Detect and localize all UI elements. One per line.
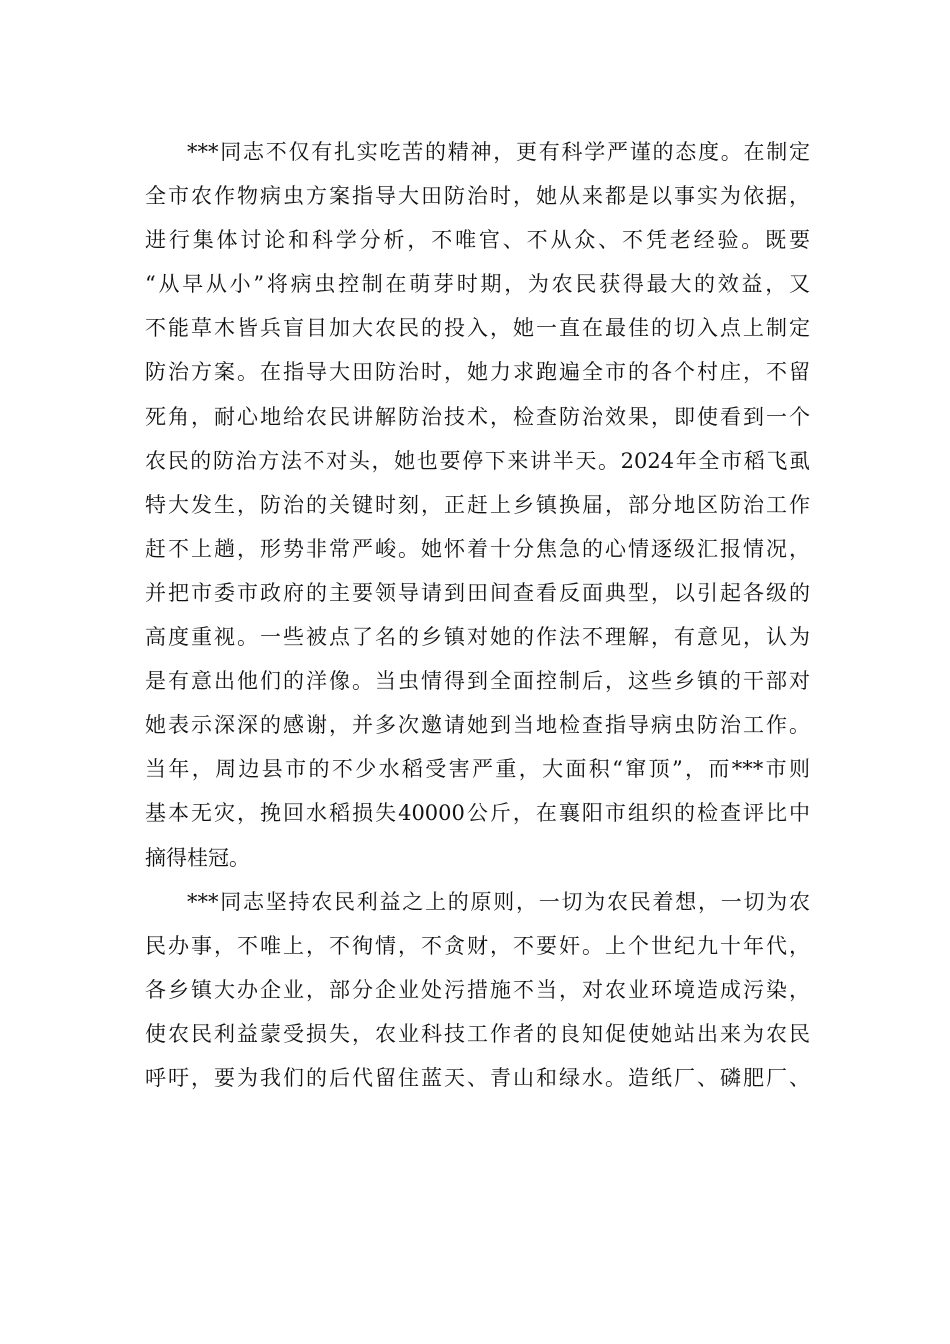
text-line: 使农民利益蒙受损失，农业科技工作者的良知促使她站出来为农民 bbox=[145, 1021, 810, 1046]
text-line: 当年，周边县市的不少水稻受害严重，大面积“窜顶”，而***市则 bbox=[145, 757, 810, 782]
text-line: 高度重视。一些被点了名的乡镇对她的作法不理解，有意见，认为 bbox=[145, 625, 810, 650]
text-line: 呼吁，要为我们的后代留住蓝天、青山和绿水。造纸厂、磷肥厂、 bbox=[145, 1065, 810, 1090]
text-line: 不能草木皆兵盲目加大农民的投入，她一直在最佳的切入点上制定 bbox=[145, 316, 810, 341]
text-line: 农民的防治方法不对头，她也要停下来讲半天。2024年全市稻飞虱 bbox=[145, 448, 810, 473]
text-line: ***同志不仅有扎实吃苦的精神，更有科学严谨的态度。在制定 bbox=[187, 140, 810, 164]
text-line: 防治方案。在指导大田防治时，她力求跑遍全市的各个村庄，不留 bbox=[145, 360, 810, 385]
text-line: 死角，耐心地给农民讲解防治技术，检查防治效果，即使看到一个 bbox=[145, 404, 810, 429]
text-line: 是有意出他们的洋像。当虫情得到全面控制后，这些乡镇的干部对 bbox=[145, 669, 810, 694]
text-line: 特大发生，防治的关键时刻，正赶上乡镇换届，部分地区防治工作 bbox=[145, 492, 810, 517]
text-line: 全市农作物病虫方案指导大田防治时，她从来都是以事实为依据， bbox=[145, 184, 810, 209]
text-line: 摘得桂冠。 bbox=[145, 845, 250, 870]
text-line: 并把市委市政府的主要领导请到田间查看反面典型，以引起各级的 bbox=[145, 580, 810, 605]
paragraph-1 bbox=[145, 130, 810, 880]
paragraph-2 bbox=[145, 880, 810, 1100]
text-line: 各乡镇大办企业，部分企业处污措施不当，对农业环境造成污染， bbox=[145, 977, 810, 1002]
text-line: 她表示深深的感谢，并多次邀请她到当地检查指导病虫防治工作。 bbox=[145, 713, 810, 738]
text-line: ***同志坚持农民利益之上的原则，一切为农民着想，一切为农 bbox=[187, 889, 810, 914]
text-line: 赶不上趟，形势非常严峻。她怀着十分焦急的心情逐级汇报情况， bbox=[145, 536, 810, 561]
text-line: 基本无灾，挽回水稻损失40000公斤，在襄阳市组织的检查评比中 bbox=[145, 801, 810, 826]
text-line: 进行集体讨论和科学分析，不唯官、不从众、不凭老经验。既要 bbox=[145, 228, 810, 253]
text-line: “从早从小”将病虫控制在萌芽时期，为农民获得最大的效益，又 bbox=[145, 272, 810, 297]
document-body bbox=[145, 130, 810, 1100]
text-line: 民办事，不唯上，不徇情，不贪财，不要奸。上个世纪九十年代， bbox=[145, 933, 810, 958]
